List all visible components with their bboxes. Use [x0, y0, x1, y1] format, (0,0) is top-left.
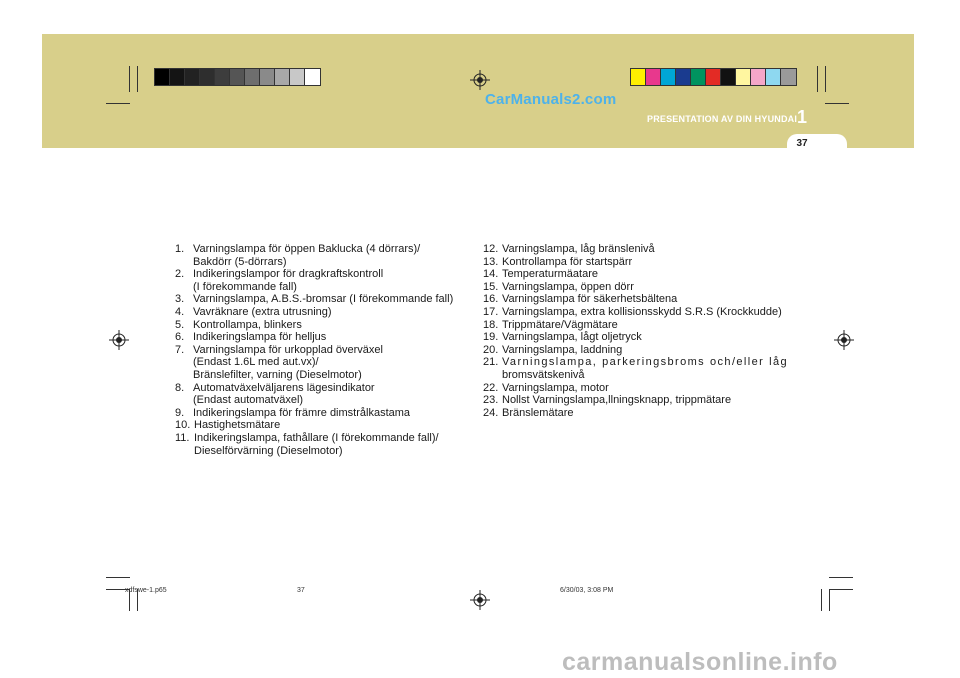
list-item-line: Vavräknare (extra utrusning)	[193, 305, 332, 318]
list-item-text	[193, 382, 475, 407]
list-item-line: Nollst Varningslampa,llningsknapp, trippmätare	[502, 394, 732, 407]
crop-mark	[829, 577, 853, 578]
list-item-line: Dieselförvärning (Dieselmotor)	[194, 444, 343, 457]
list-item-line: Varningslampa för säkerhetsbältena	[502, 293, 678, 306]
page-number: 37	[796, 138, 808, 149]
list-item-line: Indikeringslampa för främre dimstrålkastama	[193, 406, 411, 419]
crop-mark	[137, 66, 138, 92]
crop-mark	[829, 589, 853, 590]
crop-mark	[106, 577, 130, 578]
list-item-number: 18.	[483, 318, 499, 331]
list-item-line: Varningslampa för öppen Baklucka (4 dörrars)/	[193, 243, 421, 255]
list-item-line: Indikeringslampa för helljus	[193, 331, 327, 344]
crop-mark	[825, 103, 849, 104]
calibration-swatch	[661, 69, 676, 85]
list-item-text	[502, 394, 788, 407]
color-calibration-strip	[630, 68, 797, 86]
list-item-number: 12.	[483, 243, 499, 255]
list-item-text	[194, 419, 475, 432]
list-item-number: 3.	[175, 293, 185, 306]
list-item-text	[193, 243, 475, 268]
list-item	[483, 319, 788, 332]
list-item-text	[502, 344, 788, 357]
list-item-text	[502, 306, 788, 319]
list-item-line: Hastighetsmätare	[194, 419, 281, 432]
list-item-number: 20.	[483, 343, 499, 356]
list-item-number: 7.	[175, 343, 185, 356]
list-item	[483, 407, 788, 420]
registration-target-icon	[470, 590, 490, 610]
registration-target-icon	[834, 330, 854, 350]
list-item-text	[502, 256, 788, 269]
calibration-swatch	[275, 69, 290, 85]
list-item-line: Varningslampa, A.B.S.-bromsar (I förekommande fall)	[193, 293, 454, 306]
list-item-text	[193, 268, 475, 293]
list-item-text	[502, 281, 788, 294]
list-item	[483, 306, 788, 319]
crop-mark	[829, 589, 830, 611]
list-item-text	[502, 293, 788, 306]
list-item-line: Varningslampa, låg bränslenivå	[502, 243, 655, 255]
list-item-number: 19.	[483, 331, 499, 344]
list-item-line: Varningslampa, lågt oljetryck	[502, 331, 642, 344]
list-item-number: 6.	[175, 331, 185, 344]
header-band	[42, 34, 914, 148]
list-item-number: 21.	[483, 356, 499, 369]
list-item	[175, 344, 475, 382]
calibration-swatch	[290, 69, 305, 85]
list-item	[483, 293, 788, 306]
calibration-swatch	[305, 69, 320, 85]
calibration-swatch	[200, 69, 215, 85]
list-item-number: 22.	[483, 381, 499, 394]
calibration-swatch	[736, 69, 751, 85]
calibration-swatch	[230, 69, 245, 85]
crop-mark	[821, 589, 822, 611]
list-item	[483, 331, 788, 344]
calibration-swatch	[691, 69, 706, 85]
list-item-line: Bränslefilter, varning (Dieselmotor)	[193, 368, 362, 381]
list-item-text	[193, 407, 475, 420]
calibration-swatch	[676, 69, 691, 85]
legend-list-right	[483, 243, 788, 419]
list-item	[483, 281, 788, 294]
list-item-number: 8.	[175, 381, 185, 394]
list-item-number: 10.	[175, 419, 191, 432]
calibration-swatch	[260, 69, 275, 85]
list-item-text	[502, 407, 788, 420]
calibration-swatch	[766, 69, 781, 85]
list-item-line: Indikeringslampa, fathållare (I förekommande fall)/	[194, 431, 439, 444]
legend-list-left	[175, 243, 475, 457]
list-item-text	[502, 268, 788, 281]
list-item	[175, 243, 475, 268]
calibration-swatch	[781, 69, 796, 85]
calibration-swatch	[631, 69, 646, 85]
list-item-number: 16.	[483, 293, 499, 306]
list-item	[483, 382, 788, 395]
list-item-text	[502, 331, 788, 344]
calibration-swatch	[170, 69, 185, 85]
calibration-swatch	[185, 69, 200, 85]
calibration-swatch	[155, 69, 170, 85]
list-item-number: 13.	[483, 255, 499, 268]
registration-target-icon	[470, 70, 490, 90]
list-item	[483, 243, 788, 256]
list-item-number: 9.	[175, 406, 185, 419]
list-item-line: Varningslampa, öppen dörr	[502, 280, 634, 293]
list-item-text	[502, 382, 788, 395]
calibration-swatch	[706, 69, 721, 85]
crop-mark	[106, 103, 130, 104]
list-item-number: 11.	[175, 431, 190, 444]
list-item-text	[193, 306, 475, 319]
list-item-line: Varningslampa, motor	[502, 381, 609, 394]
list-item-line: Automatväxelväljarens lägesindikator	[193, 381, 375, 394]
list-item	[175, 432, 475, 457]
crop-mark	[129, 66, 130, 92]
list-item-number: 23.	[483, 394, 499, 407]
list-item	[175, 419, 475, 432]
list-item-line: Bakdörr (5-dörrars)	[193, 255, 287, 268]
list-item	[175, 293, 475, 306]
site-watermark: carmanualsonline.info	[562, 648, 838, 676]
list-item-line: Varningslampa för urkopplad överväxel	[193, 343, 383, 356]
list-item-text	[193, 293, 475, 306]
list-item-line: Kontrollampa för startspärr	[502, 255, 633, 268]
list-item-number: 5.	[175, 318, 185, 331]
list-item	[175, 268, 475, 293]
watermark-text: CarManuals2.com	[485, 91, 617, 108]
list-item	[483, 356, 788, 381]
list-item-line: Kontrollampa, blinkers	[193, 318, 302, 331]
list-item-text	[194, 432, 475, 457]
list-item-line: (Endast 1.6L med aut.vx)/	[193, 356, 319, 369]
list-item-line: bromsvätskenivå	[502, 368, 585, 381]
list-item-number: 15.	[483, 280, 499, 293]
list-item-line: Bränslemätare	[502, 406, 574, 419]
list-item-text	[502, 243, 788, 256]
calibration-swatch	[245, 69, 260, 85]
list-item-text	[502, 319, 788, 332]
list-item	[483, 256, 788, 269]
list-item-number: 1.	[175, 243, 185, 255]
list-item-line: Varningslampa, laddning	[502, 343, 623, 356]
footer-date: 6/30/03, 3:08 PM	[560, 587, 614, 594]
calibration-swatch	[215, 69, 230, 85]
list-item	[175, 331, 475, 344]
crop-mark	[825, 66, 826, 92]
calibration-swatch	[646, 69, 661, 85]
list-item-line: Temperaturmäatare	[502, 268, 598, 281]
list-item-number: 24.	[483, 406, 499, 419]
list-item-line: Trippmätare/Vägmätare	[502, 318, 618, 331]
list-item-line: (I förekommande fall)	[193, 280, 297, 293]
grayscale-calibration-strip	[154, 68, 321, 86]
calibration-swatch	[721, 69, 736, 85]
list-item-number: 17.	[483, 305, 499, 318]
list-item	[175, 382, 475, 407]
list-item	[175, 306, 475, 319]
list-item-number: 14.	[483, 268, 499, 281]
list-item	[175, 407, 475, 420]
footer-filename: xdfswe-1.p65	[125, 587, 167, 594]
list-item-number: 4.	[175, 305, 185, 318]
crop-mark	[817, 66, 818, 92]
registration-target-icon	[109, 330, 129, 350]
list-item-text	[193, 319, 475, 332]
list-item	[483, 344, 788, 357]
section-title: PRESENTATION AV DIN HYUNDAI	[647, 114, 798, 124]
list-item-line: (Endast automatväxel)	[193, 394, 304, 407]
list-item	[175, 319, 475, 332]
section-number: 1	[797, 107, 808, 127]
list-item-text	[502, 356, 788, 381]
list-item-text	[193, 331, 475, 344]
list-item	[483, 394, 788, 407]
list-item-number: 2.	[175, 268, 185, 281]
calibration-swatch	[751, 69, 766, 85]
list-item	[483, 268, 788, 281]
list-item-text	[193, 344, 475, 382]
footer-page: 37	[297, 587, 305, 594]
list-item-line: Indikeringslampor för dragkraftskontroll	[193, 268, 384, 281]
list-item-line: Varningslampa, extra kollisionsskydd S.R.S (Krockkudde)	[502, 305, 782, 318]
list-item-line: Varningslampa, parkeringsbroms och/eller låg	[502, 356, 788, 369]
